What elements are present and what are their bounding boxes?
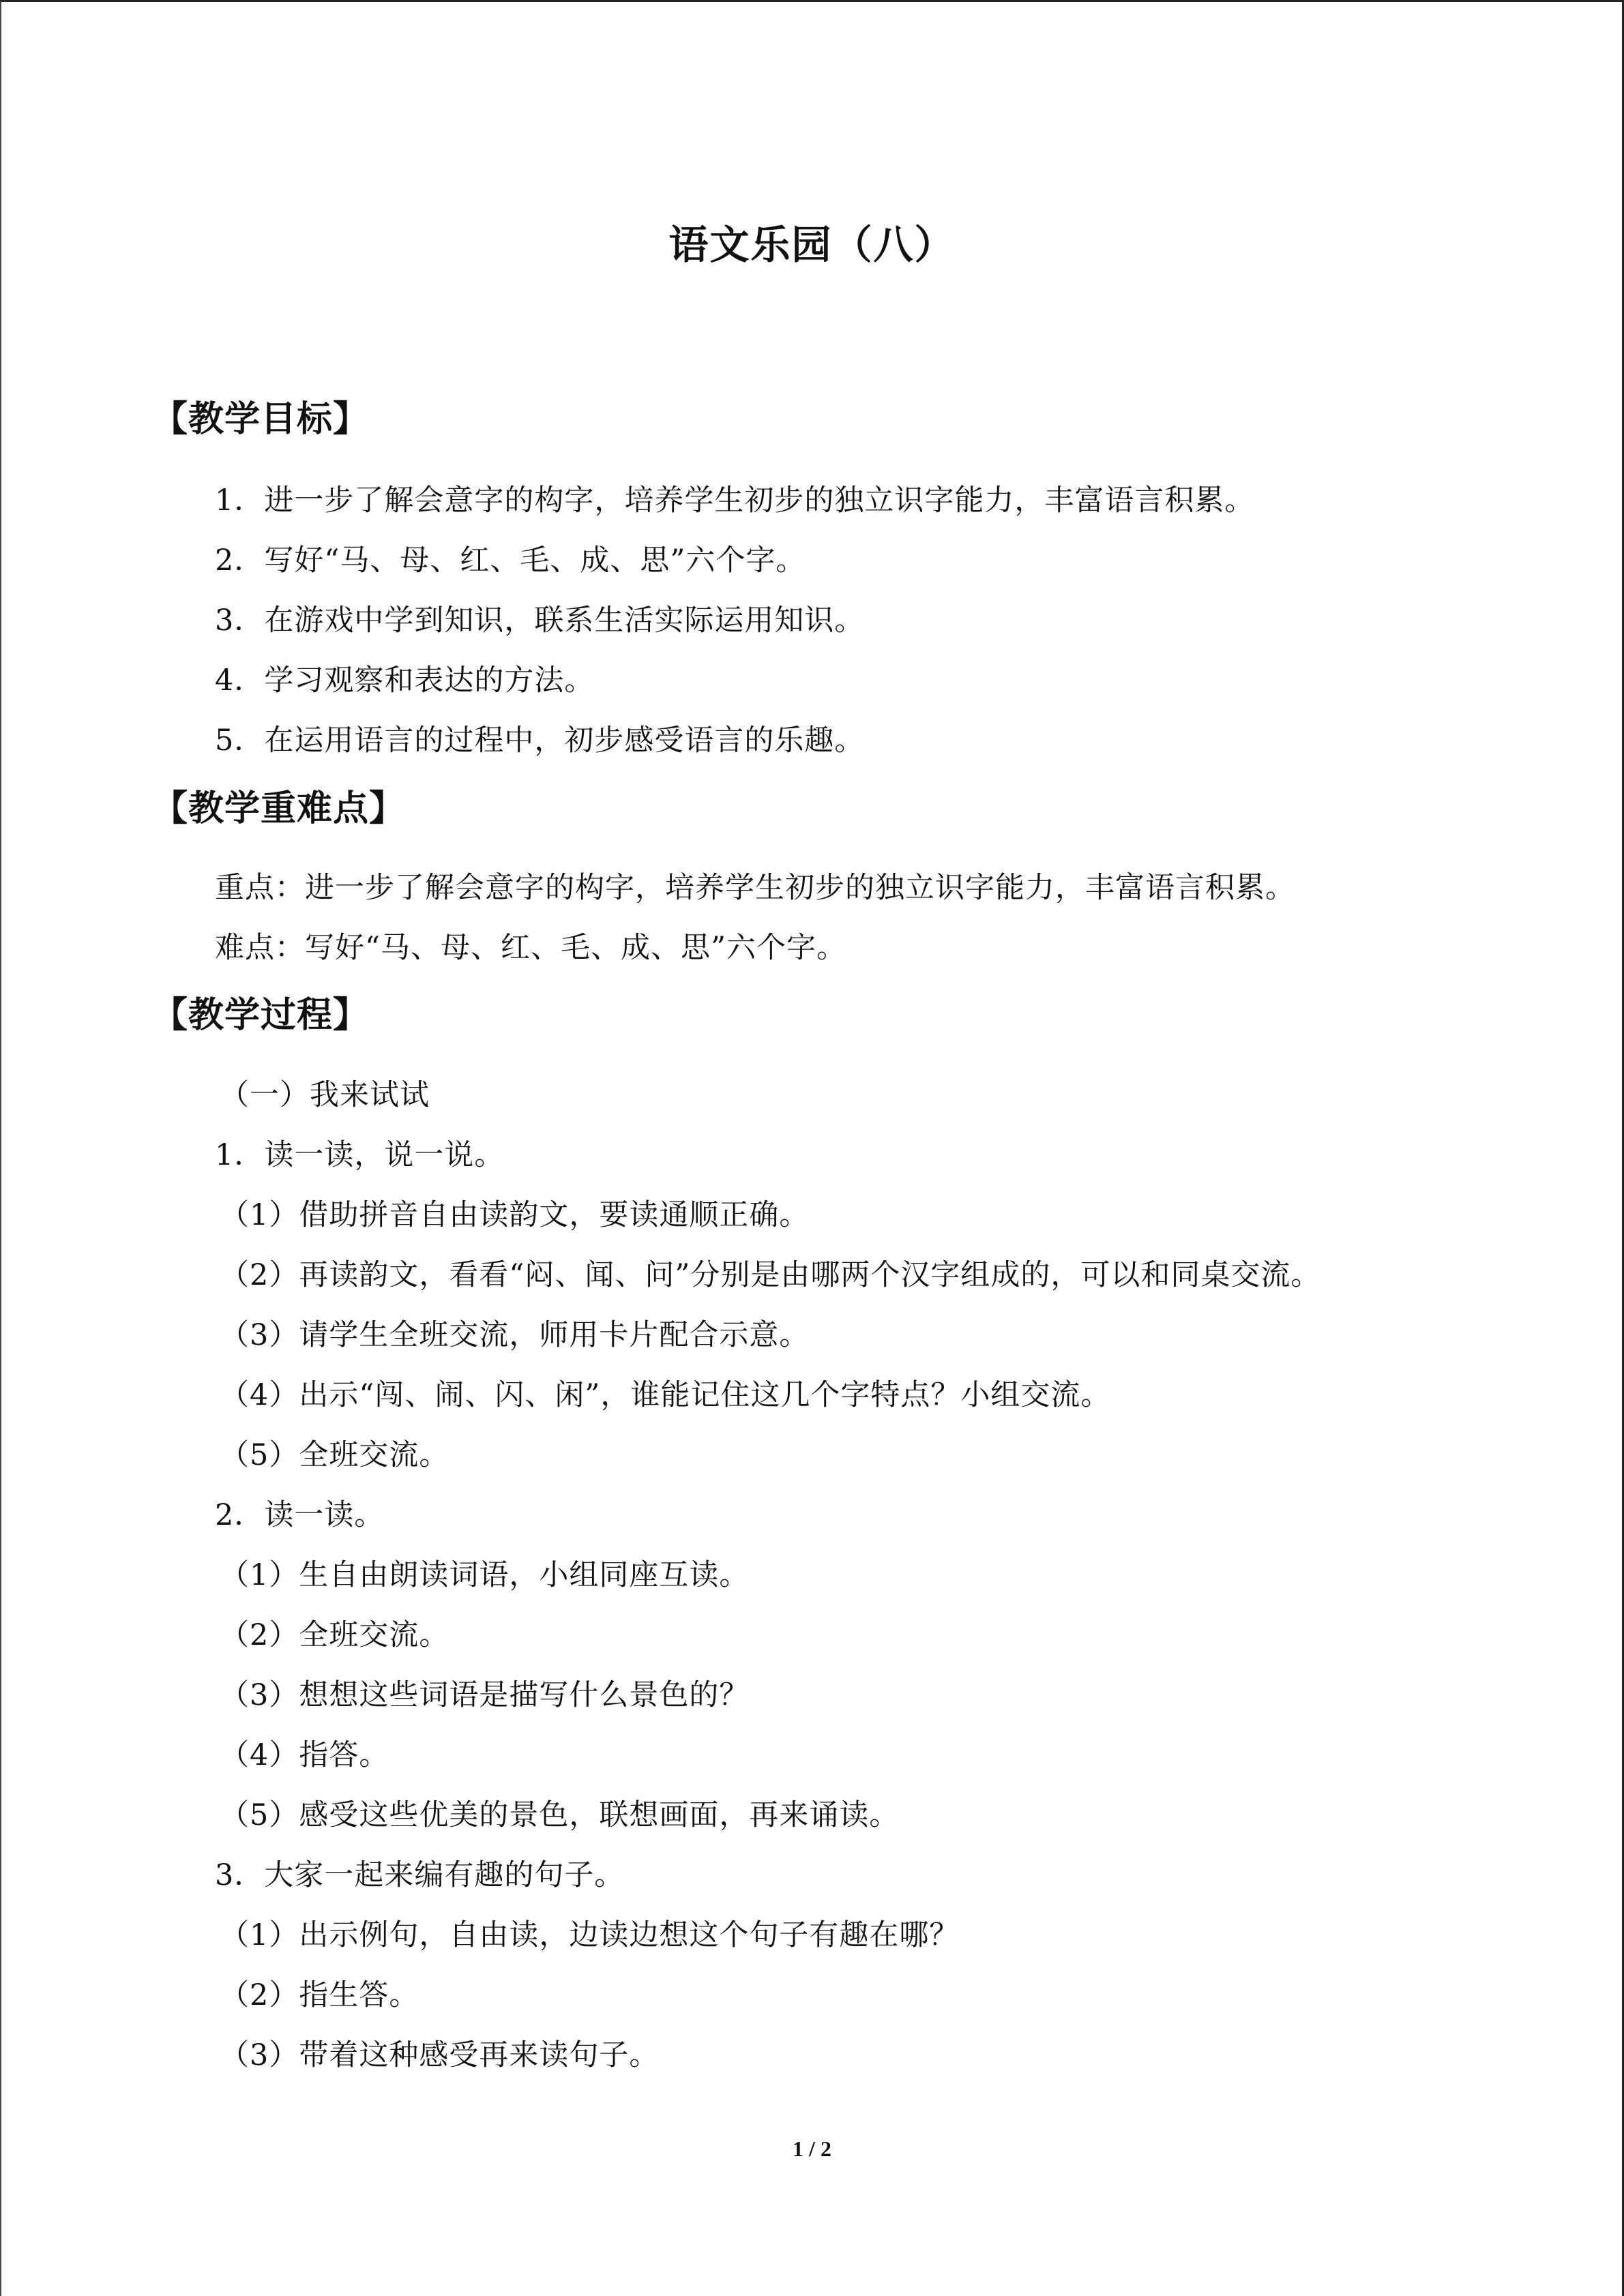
process-line: （3）带着这种感受再来读句子。 (220, 2038, 660, 2072)
process-line: （5）全班交流。 (220, 1438, 449, 1472)
key-point-difficulty: 难点：写好“马、母、红、毛、成、思”六个字。 (215, 931, 846, 965)
section-heading-key-points: 【教学重难点】 (152, 788, 406, 829)
goal-item-3: 3．在游戏中学到知识，联系生活实际运用知识。 (215, 603, 865, 638)
process-line: （4）出示“闯、闹、闪、闲”，谁能记住这几个字特点？小组交流。 (220, 1378, 1111, 1412)
process-line: （2）全班交流。 (220, 1618, 449, 1652)
process-line: 1．读一读，说一说。 (215, 1138, 505, 1172)
process-line: （3）请学生全班交流，师用卡片配合示意。 (220, 1318, 810, 1352)
process-line: （2）指生答。 (220, 1978, 419, 2012)
goal-item-1: 1．进一步了解会意字的构字，培养学生初步的独立识字能力，丰富语言积累。 (215, 483, 1255, 518)
process-line: （5）感受这些优美的景色，联想画面，再来诵读。 (220, 1798, 900, 1832)
process-line: （3）想想这些词语是描写什么景色的？ (220, 1678, 750, 1712)
process-line: （4）指答。 (220, 1738, 389, 1772)
goal-item-2: 2．写好“马、母、红、毛、成、思”六个字。 (215, 543, 806, 578)
section-heading-process: 【教学过程】 (152, 995, 370, 1036)
process-line: （1）借助拼音自由读韵文，要读通顺正确。 (220, 1198, 810, 1232)
page-title: 语文乐园（八） (668, 222, 956, 268)
goal-item-4: 4．学习观察和表达的方法。 (215, 664, 595, 698)
process-line: 3．大家一起来编有趣的句子。 (215, 1858, 625, 1892)
key-point-focus: 重点：进一步了解会意字的构字，培养学生初步的独立识字能力，丰富语言积累。 (215, 871, 1295, 905)
section-heading-goals: 【教学目标】 (152, 399, 370, 440)
goal-item-5: 5．在运用语言的过程中，初步感受语言的乐趣。 (215, 724, 865, 758)
process-line: 2．读一读。 (215, 1498, 385, 1532)
process-line: （一）我来试试 (220, 1078, 430, 1112)
process-line: （2）再读韵文，看看“闷、闻、问”分别是由哪两个汉字组成的，可以和同桌交流。 (220, 1258, 1321, 1292)
page-number: 1 / 2 (793, 2136, 831, 2161)
process-line: （1）生自由朗读词语，小组同座互读。 (220, 1558, 750, 1592)
process-line: （1）出示例句，自由读，边读边想这个句子有趣在哪？ (220, 1918, 960, 1952)
